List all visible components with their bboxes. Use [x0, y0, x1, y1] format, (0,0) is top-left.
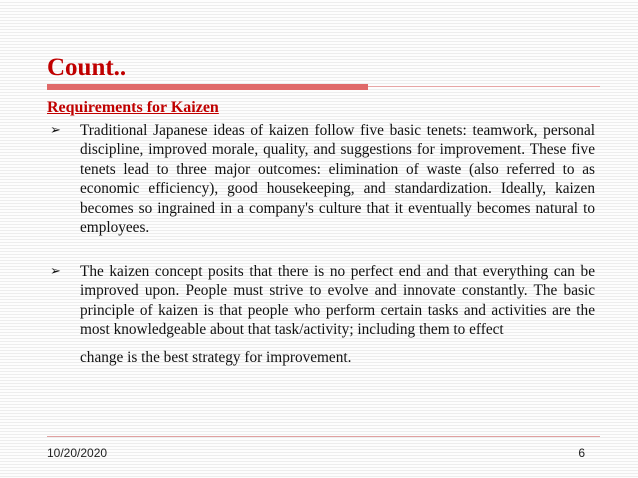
bullet-text	[80, 262, 595, 367]
section-subtitle: Requirements for Kaizen	[47, 99, 219, 116]
bullet-text-end: change is the best strategy for improvement.	[80, 348, 352, 366]
page-number: 6	[578, 446, 585, 460]
footer-date: 10/20/2020	[47, 446, 108, 460]
arrow-bullet-icon: ➢	[50, 264, 61, 279]
bullet-text: Traditional Japanese ideas of kaizen follow five basic tenets: teamwork, personal discipline, improved morale, quality, and suggestions for improvement. These five tenets lead to three major outcomes: elimination of waste (also referred to as economic efficiency), good housekeeping, and standardization. Ideally, kaizen becomes so ingrained in a company's culture that it eventually becomes natural to employees.	[80, 122, 595, 237]
footer-divider	[47, 436, 600, 437]
bullet-text-main: The kaizen concept posits that there is no perfect end and that everything can be improved upon. People must strive to evolve and innovate constantly. The basic principle of kaizen is that people who perform certain tasks and activities are the most knowledgeable about that task/activity; including them to effect	[80, 263, 595, 339]
arrow-bullet-icon: ➢	[50, 123, 61, 138]
title-underline-bar	[47, 84, 368, 90]
title-underline-line	[368, 86, 600, 87]
slide-title: Count..	[47, 54, 127, 81]
bullet-item	[50, 121, 595, 237]
bullet-item	[50, 262, 595, 367]
